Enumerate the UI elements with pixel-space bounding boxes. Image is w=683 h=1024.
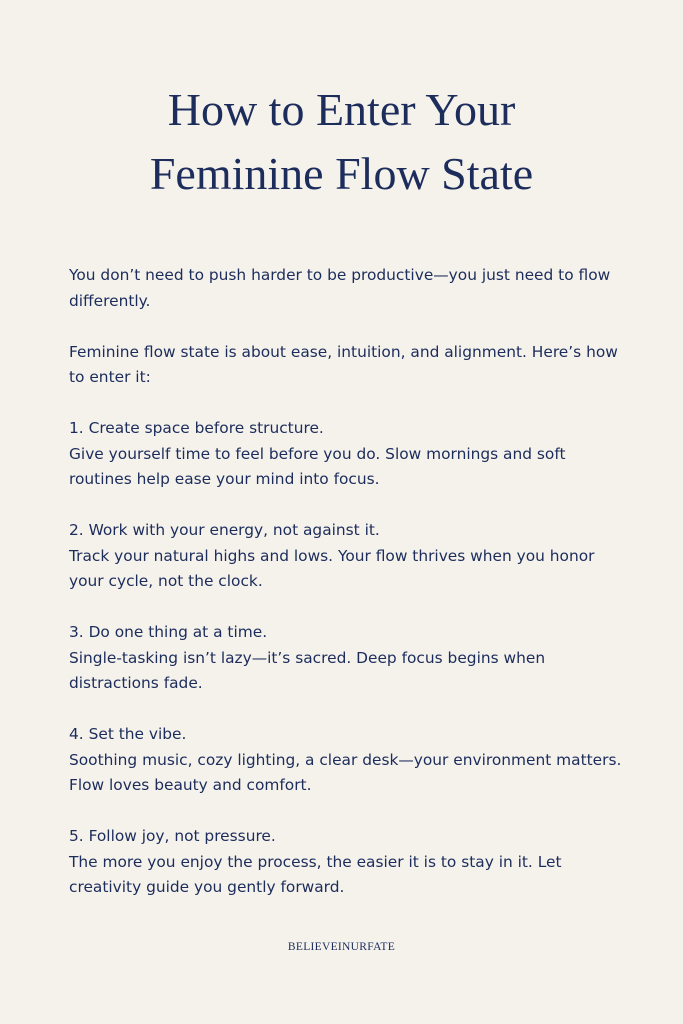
intro-paragraph-2: Feminine flow state is about ease, intuition, and alignment. Here’s how to enter it:	[69, 342, 618, 386]
step-2-heading: 2. Work with your energy, not against it.	[69, 521, 380, 539]
step-2	[69, 518, 629, 595]
step-4-heading: 4. Set the vibe.	[69, 725, 187, 743]
step-3	[69, 620, 629, 697]
step-1-text: Give yourself time to feel before you do. Slow mornings and soft routines help ease your mind into focus.	[69, 444, 566, 488]
step-3-text: Single-tasking isn’t lazy—it’s sacred. Deep focus begins when distractions fade.	[69, 648, 546, 692]
step-4-text: Soothing music, cozy lighting, a clear desk—your environment matters. Flow loves beauty and comfort.	[69, 750, 622, 794]
step-4	[69, 722, 629, 799]
step-2-text: Track your natural highs and lows. Your flow thrives when you honor your cycle, not the clock.	[69, 546, 595, 590]
footer-brand: BELIEVEINURFATE	[287, 941, 396, 953]
step-5	[69, 824, 629, 901]
intro-paragraph-1: You don’t need to push harder to be productive—you just need to flow differently.	[69, 266, 611, 310]
step-1-heading: 1. Create space before structure.	[69, 419, 324, 437]
step-5-heading: 5. Follow joy, not pressure.	[69, 827, 276, 845]
page-title	[0, 78, 683, 206]
title-line-2: Feminine Flow State	[149, 148, 534, 199]
article-body	[69, 263, 629, 926]
step-3-heading: 3. Do one thing at a time.	[69, 623, 268, 641]
title-line-1: How to Enter Your	[167, 84, 516, 135]
step-5-text: The more you enjoy the process, the easier it is to stay in it. Let creativity guide you gently forward.	[69, 852, 562, 896]
step-1	[69, 416, 629, 493]
